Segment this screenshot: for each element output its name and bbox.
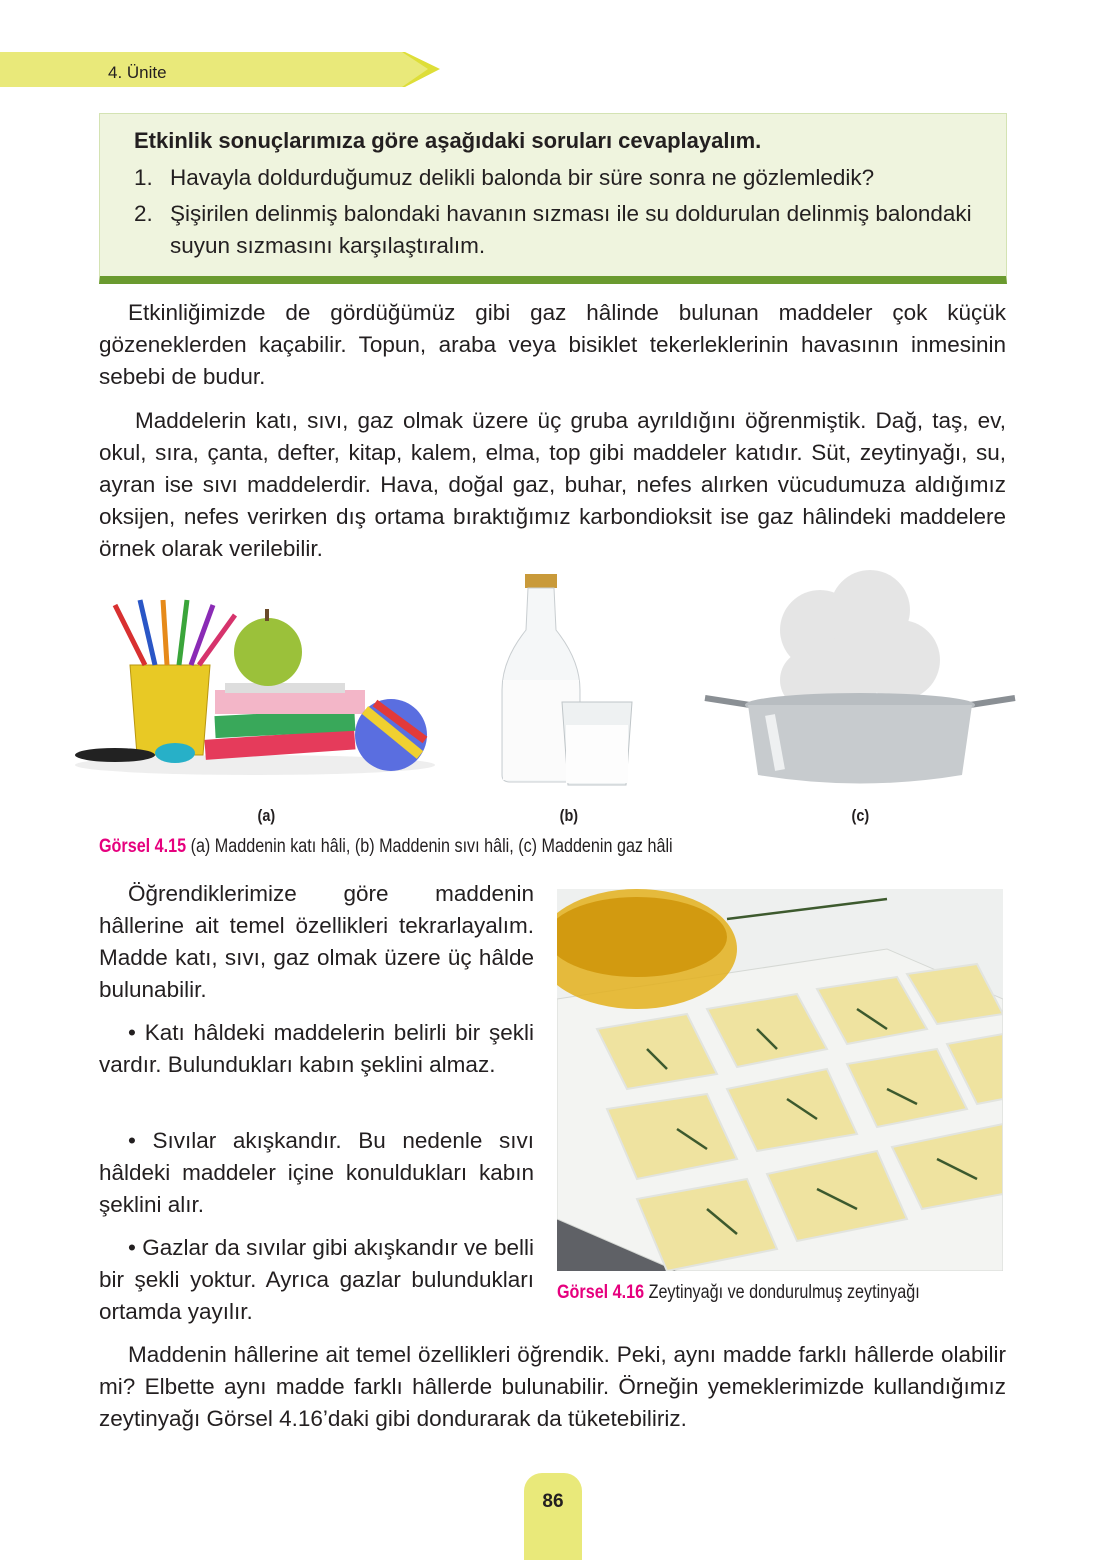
- figure-label-b: (b): [559, 806, 579, 825]
- figure-label-a: (a): [257, 806, 276, 825]
- school-supplies-image: [75, 595, 437, 795]
- unit-label: 4. Ünite: [108, 63, 167, 82]
- figure-4-16-caption: [557, 1282, 920, 1304]
- question-box: [99, 113, 1007, 284]
- column-paragraph: • Gazlar da sıvılar gibi akışkandır ve belli bir şekli yoktur. Ayrıca gazlar bulundukları ortamda yayılır.: [99, 1235, 534, 1324]
- paragraph: Etkinliğimizde de gördüğümüz gibi gaz hâlinde bulunan maddeler çok küçük gözeneklerden kaçabilir. Topun, araba veya bisiklet tekerleklerinin havasının inmesinin sebebi de budur.: [99, 300, 1006, 389]
- caption-id: Görsel 4.15: [99, 836, 187, 857]
- column-paragraph: Öğrendiklerimize göre maddenin hâllerine ait temel özellikleri tekrarlayalım. Madde katı, sıvı, gaz olmak üzere üç hâlde bulunabilir.: [99, 881, 534, 1002]
- figure-4-15-caption: [99, 836, 673, 858]
- question-item: [134, 162, 972, 194]
- caption-text: (a) Maddenin katı hâli, (b) Maddenin sıvı hâli, (c) Maddenin gaz hâli: [190, 836, 673, 857]
- question-text: Havayla doldurduğumuz delikli balonda bir süre sonra ne gözlemledik?: [170, 165, 875, 190]
- milk-bottle-image: [480, 570, 645, 800]
- question-number: 2.: [134, 201, 153, 226]
- column-paragraph: • Sıvılar akışkandır. Bu nedenle sıvı hâldeki maddeler içine konuldukları kabın şeklini alır.: [99, 1128, 534, 1217]
- unit-tab: [0, 52, 440, 87]
- olive-oil-ice-tray-image: [557, 889, 1003, 1271]
- question-text: Şişirilen delinmiş balondaki havanın sızması ile su doldurulan delinmiş balondaki suyun sızmasını karşılaştıralım.: [170, 201, 972, 258]
- question-item: [134, 198, 972, 262]
- caption-id: Görsel 4.16: [557, 1282, 645, 1303]
- figure-label-c: (c): [851, 806, 870, 825]
- question-box-title: Etkinlik sonuçlarımıza göre aşağıdaki soruları cevaplayalım.: [134, 128, 762, 153]
- paragraph: Maddelerin katı, sıvı, gaz olmak üzere üç gruba ayrıldığını öğrenmiştik. Dağ, taş, ev, okul, sıra, çanta, defter, kitap, kalem, elma, top gibi maddeler katıdır. Süt, zeytinyağı, su, ayran ise sıvı maddelerdir. Hava, doğal gaz, buhar, nefes alırken vücudumuza aldığımız oksijen, nefes verirken dış ortama bıraktığımız karbondioksit ise gaz hâlindeki maddelere örnek olarak verilebilir.: [99, 408, 1006, 561]
- question-number: 1.: [134, 165, 153, 190]
- caption-text: Zeytinyağı ve dondurulmuş zeytinyağı: [648, 1282, 920, 1303]
- steaming-pot-image: [700, 570, 1020, 795]
- page-number: 86: [524, 1473, 582, 1560]
- column-paragraph: • Katı hâldeki maddelerin belirli bir şekli vardır. Bulundukları kabın şeklini almaz.: [99, 1020, 534, 1077]
- closing-paragraph: Maddenin hâllerine ait temel özellikleri öğrendik. Peki, aynı madde farklı hâllerde olabilir mi? Elbette aynı madde farklı hâllerde bulunabilir. Örneğin yemeklerimizde kullandığımız zeytinyağı Görsel 4.16’daki gibi dondurarak da tüketebiliriz.: [99, 1342, 1006, 1431]
